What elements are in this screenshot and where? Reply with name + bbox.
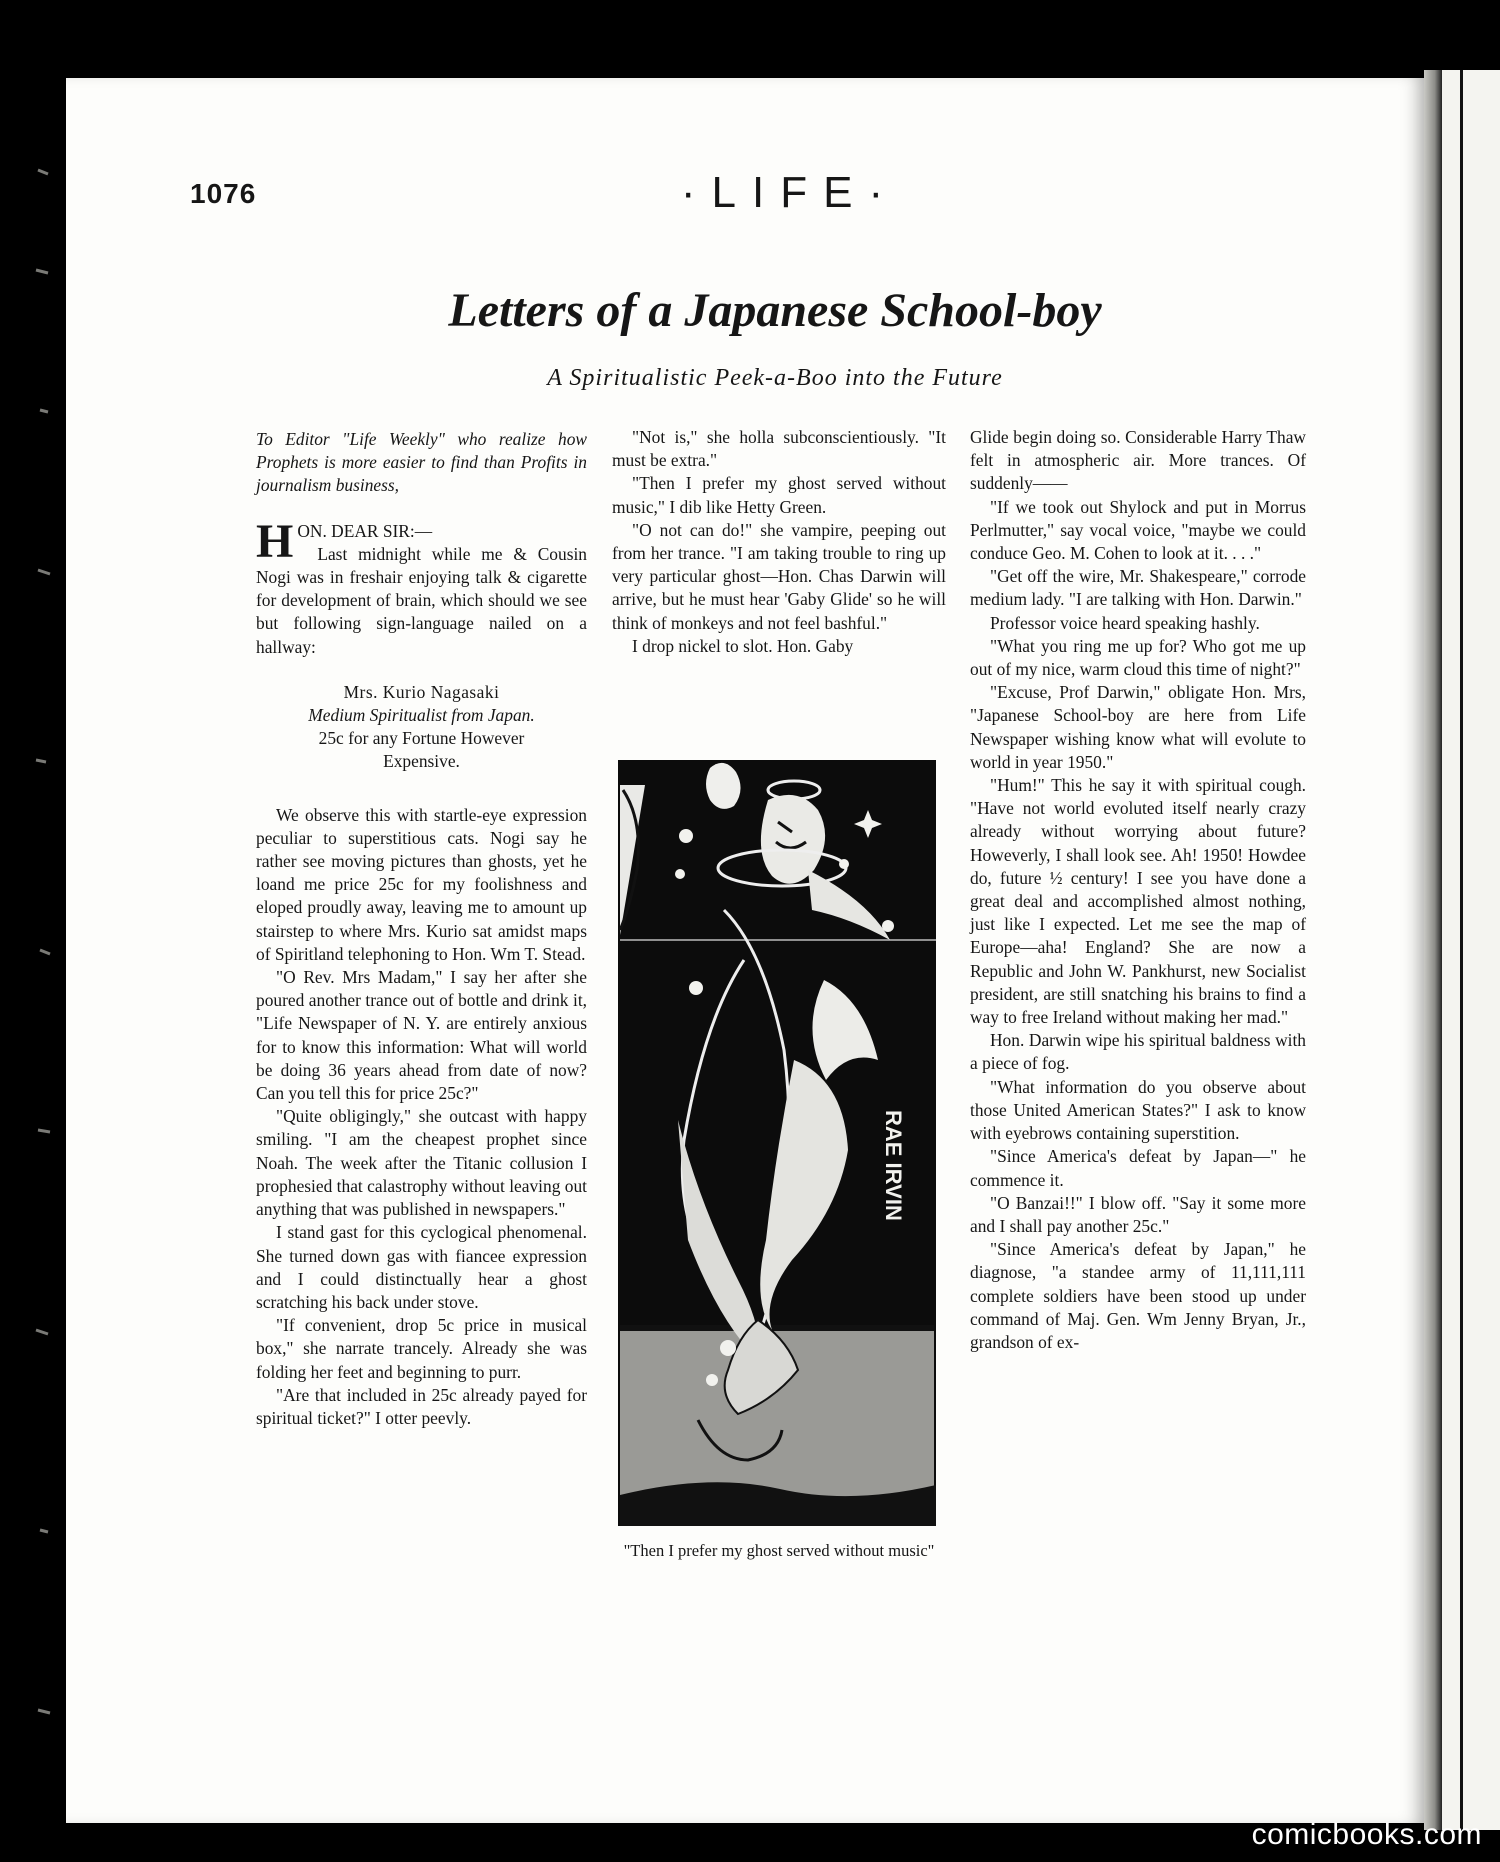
- paragraph: Professor voice heard speaking hashly.: [990, 612, 1260, 633]
- page-spine: [1424, 70, 1442, 1830]
- page-number: 1076: [190, 178, 257, 209]
- paragraph: "Get off the wire, Mr. Shakespeare," corrode medium lady. "I are talking with Hon. Darwin.": [970, 566, 1306, 610]
- paragraph: "Since America's defeat by Japan," he diagnose, "a standee army of 11,111,111 complete soldiers have been stood up under command of Maj. Gen. Wm Jenny Bryan, Jr., grandson of ex-: [970, 1239, 1306, 1352]
- paragraph: "Then I prefer my ghost served without music," I dib like Hetty Green.: [612, 473, 946, 517]
- salutation: [256, 514, 587, 568]
- paragraph: "Are that included in 25c already payed for spiritual ticket?" I otter peevly.: [256, 1384, 587, 1428]
- next-page-edge: [1442, 70, 1500, 1830]
- ghost-illustration: [618, 760, 936, 1526]
- paragraph: "Hum!" This he say it with spiritual cough. "Have not world evoluted itself nearly crazy already without worrying about future? Howeverly, I shall look see. Ah! 1950! Howdee do, future ½ century! I see you have done a great deal and accomplished almost nothing, just like I expected. Let me see the map of Europe—aha! England? She are now a Republic and John W. Pankhurst, new Socialist president, are still snatching his brains to find a way to free Ireland without making her mad.": [970, 775, 1306, 1028]
- masthead: ·LIFE·: [680, 168, 900, 217]
- illustration-caption: "Then I prefer my ghost served without music": [623, 1541, 935, 1560]
- column-1: [256, 428, 587, 1430]
- article-title: Letters of a Japanese School-boy: [448, 284, 1102, 337]
- editor-address: To Editor "Life Weekly" who realize how Prophets is more easier to find than Profits in journalism business,: [256, 429, 587, 496]
- site-watermark: comicbooks.com: [1251, 1818, 1482, 1851]
- sign-line: 25c for any Fortune However: [318, 728, 525, 749]
- sign-line: Expensive.: [383, 751, 460, 772]
- paragraph: We observe this with startle-eye expression peculiar to superstitious cats. Nogi say he rather see moving pictures than ghosts, yet he loand me price 25c for my foolishness and eloped proudly away, leaving me to amount up stairstep to where Mrs. Kurio sat amidst maps of Spiritland telephoning to Hon. Wm T. Stead.: [256, 804, 587, 964]
- paragraph: "What information do you observe about those United American States?" I ask to know with eyebrows containing superstition.: [970, 1076, 1306, 1144]
- article-subtitle: A Spiritualistic Peek-a-Boo into the Future: [547, 365, 1003, 391]
- paragraph: "What you ring me up for? Who got me up out of my nice, warm cloud this time of night?": [970, 635, 1306, 680]
- salutation-text: ON. DEAR SIR:—: [297, 520, 433, 541]
- sign-name: Mrs. Kurio Nagasaki: [343, 681, 500, 702]
- medium-sign: [256, 681, 587, 774]
- column-3: [970, 426, 1306, 1354]
- paragraph: Glide begin doing so. Considerable Harry Thaw felt in atmospheric air. More trances. Of suddenly——: [970, 427, 1306, 494]
- page-left-edge: [30, 150, 66, 1850]
- paragraph: I drop nickel to slot. Hon. Gaby: [632, 635, 854, 656]
- paragraph: I stand gast for this cyclogical phenomenal. She turned down gas with fiancee expression and I could distinctually hear a ghost scratching his back under stove.: [256, 1222, 587, 1312]
- paragraph: "O not can do!" she vampire, peeping out from her trance. "I am taking trouble to ring up very particular ghost—Hon. Chas Darwin will arrive, but he must hear 'Gaby Glide' so he will think of monkeys and not feel bashful.": [612, 519, 946, 633]
- column-2: [612, 426, 946, 658]
- illustration-signature: RAE IRVIN: [881, 1110, 906, 1221]
- paragraph: Hon. Darwin wipe his spiritual baldness with a piece of fog.: [970, 1030, 1306, 1074]
- paragraph: Last midnight while me & Cousin Nogi was in freshair enjoying talk & cigarette for development of brain, which should we see but following sign-language nailed on a hallway:: [256, 543, 587, 657]
- paragraph: "If we took out Shylock and put in Morrus Perlmutter," say vocal voice, "maybe we could conduce Geo. M. Cohen to look at it. . . .": [970, 496, 1306, 564]
- paragraph: "O Rev. Mrs Madam," I say her after she poured another trance out of bottle and drink it, "Life Newspaper of N. Y. are entirely anxious for to know this information: What will world be doing 36 years ahead from date of now? Can you tell this for price 25c?": [256, 967, 587, 1104]
- paragraph: "Since America's defeat by Japan—" he commence it.: [970, 1146, 1306, 1190]
- paragraph: "If convenient, drop 5c price in musical box," she narrate trancely. Already she was folding her feet and beginning to purr.: [256, 1315, 587, 1382]
- paragraph: "Excuse, Prof Darwin," obligate Hon. Mrs, "Japanese School-boy are here from Life Newspaper wishing know what will evolute to world in year 1950.": [970, 682, 1306, 772]
- sign-line: Medium Spiritualist from Japan.: [308, 705, 535, 726]
- paragraph: "Not is," she holla subconscientiously. "It must be extra.": [612, 427, 946, 471]
- paragraph: "O Banzai!!" I blow off. "Say it some more and I shall pay another 25c.": [970, 1192, 1306, 1236]
- drop-cap: H: [256, 514, 294, 568]
- paragraph: "Quite obligingly," she outcast with happy smiling. "I am the cheapest prophet since Noah. The week after the Titanic collusion I prophesied that calastrophy without leaving out anything that was published in newspapers.": [256, 1106, 587, 1220]
